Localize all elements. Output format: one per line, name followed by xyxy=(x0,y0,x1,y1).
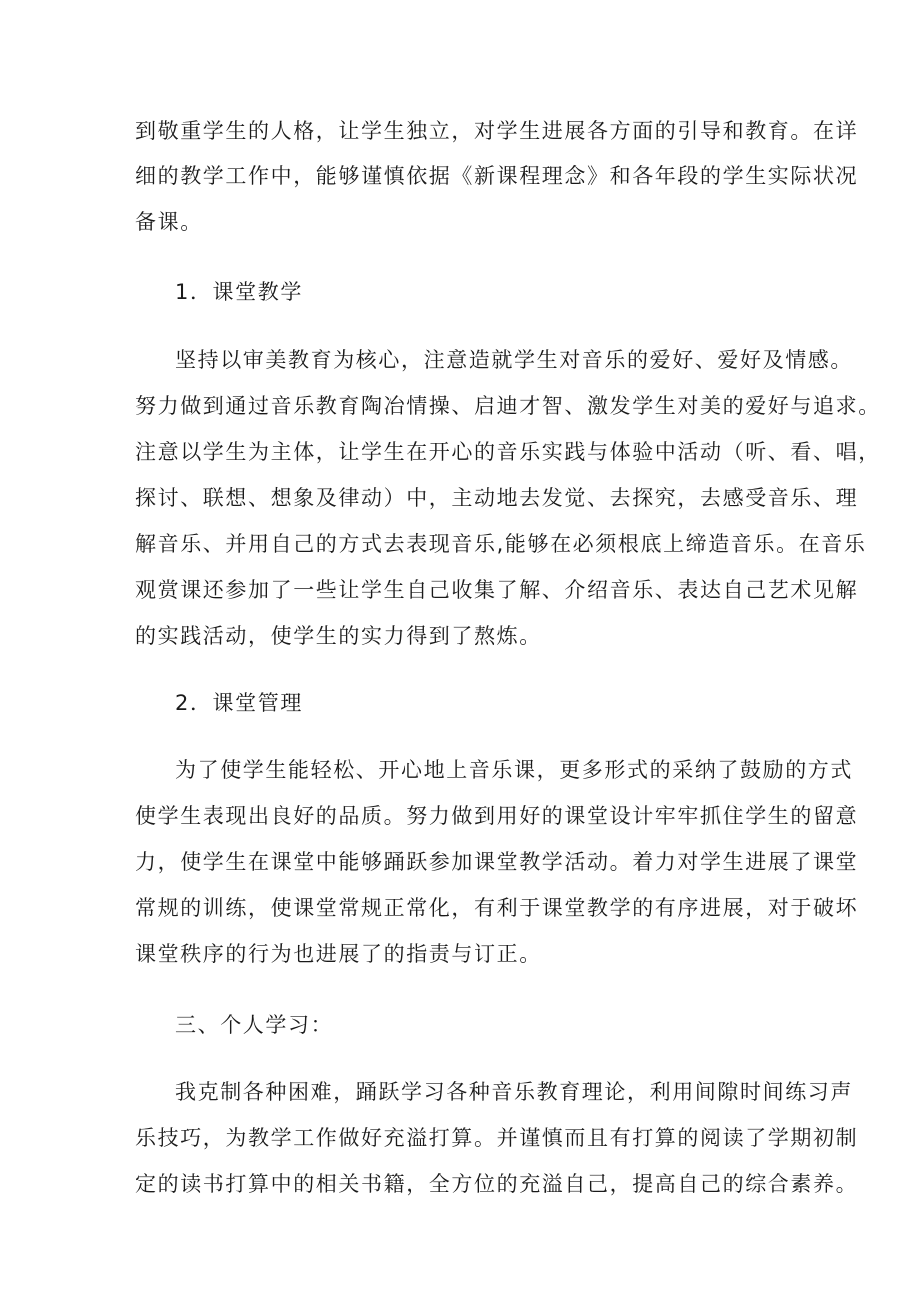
text-line: 乐技巧，为教学工作做好充溢打算。并谨慎而且有打算的阅读了学期初制 xyxy=(135,1126,859,1150)
text-line: 坚持以审美教育为核心，注意造就学生对音乐的爱好、爱好及情感。 xyxy=(175,348,853,372)
section-heading-classroom-management: 2．课堂管理 xyxy=(175,691,303,715)
section-heading-classroom-teaching: 1．课堂教学 xyxy=(175,280,303,304)
text-line: 观赏课还参加了一些让学生自己收集了解、介绍音乐、表达自己艺术见解 xyxy=(135,578,859,602)
text-line: 探讨、联想、想象及律动）中，主动地去发觉、去探究，去感受音乐、理 xyxy=(135,486,859,510)
text-line: 我克制各种困难，踊跃学习各种音乐教育理论，利用间隙时间练习声 xyxy=(175,1080,853,1104)
text-line: 备课。 xyxy=(135,210,203,234)
section-heading-personal-study: 三、个人学习： xyxy=(175,1013,334,1037)
text-line: 到敬重学生的人格，让学生独立，对学生进展各方面的引导和教育。在详 xyxy=(135,119,859,143)
text-line: 努力做到通过音乐教育陶冶情操、启迪才智、激发学生对美的爱好与追求。 xyxy=(135,394,881,418)
text-line: 定的读书打算中的相关书籍，全方位的充溢自己，提高自己的综合素养。 xyxy=(135,1172,859,1196)
text-line: 细的教学工作中，能够谨慎依据《新课程理念》和各年段的学生实际状况 xyxy=(135,164,859,188)
text-line: 力，使学生在课堂中能够踊跃参加课堂教学活动。着力对学生进展了课堂 xyxy=(135,850,859,874)
text-line: 常规的训练，使课堂常规正常化，有利于课堂教学的有序进展，对于破坏 xyxy=(135,896,859,920)
text-line: 为了使学生能轻松、开心地上音乐课，更多形式的采纳了鼓励的方式 xyxy=(175,758,853,782)
text-line: 的实践活动，使学生的实力得到了熬炼。 xyxy=(135,624,542,648)
text-line: 注意以学生为主体，让学生在开心的音乐实践与体验中活动（听、看、唱， xyxy=(135,440,881,464)
text-line: 课堂秩序的行为也进展了的指责与订正。 xyxy=(135,942,542,966)
text-line: 使学生表现出良好的品质。努力做到用好的课堂设计牢牢抓住学生的留意 xyxy=(135,804,859,828)
text-line: 解音乐、并用自己的方式去表现音乐,能够在必须根底上缔造音乐。在音乐 xyxy=(135,532,867,556)
